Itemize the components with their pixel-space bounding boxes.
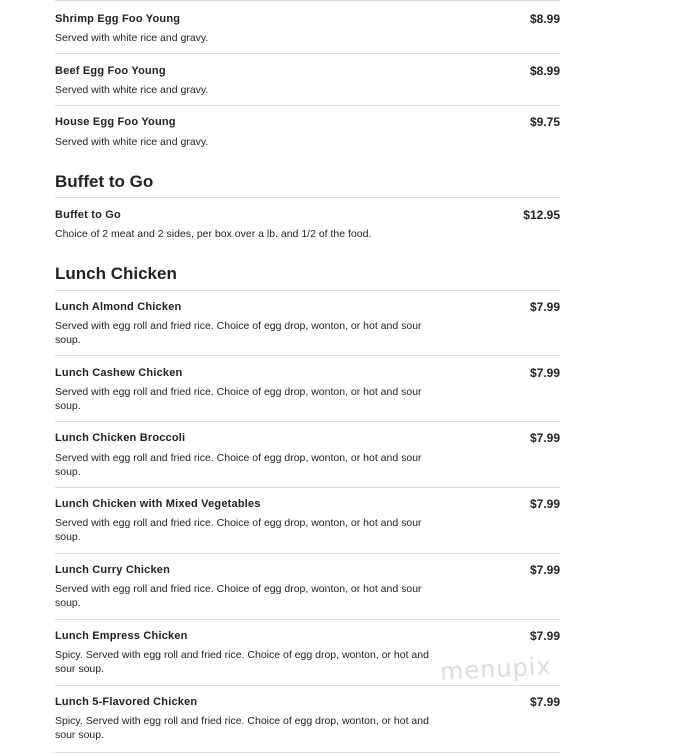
menu-item[interactable] <box>55 197 560 250</box>
item-name: Beef Egg Foo Young <box>55 65 166 77</box>
item-price: $9.75 <box>529 115 560 129</box>
menu-item[interactable] <box>55 685 560 753</box>
item-price: $7.99 <box>529 300 560 314</box>
item-description: Spicy. Served with egg roll and fried rice. Choice of egg drop, wonton, or hot and sour soup. <box>55 715 429 741</box>
section-title: Buffet to Go <box>55 172 154 191</box>
item-name: Shrimp Egg Foo Young <box>55 13 181 25</box>
item-price: $8.99 <box>529 64 560 78</box>
item-description: Served with white rice and gravy. <box>55 32 209 44</box>
item-price: $7.99 <box>529 563 560 577</box>
item-price: $7.99 <box>529 497 560 511</box>
item-name: Lunch Curry Chicken <box>55 564 171 576</box>
menu-item[interactable] <box>55 553 560 620</box>
item-name: Buffet to Go <box>55 209 121 221</box>
item-name: House Egg Foo Young <box>55 116 176 128</box>
menu-item[interactable] <box>55 105 560 158</box>
item-description: Spicy. Served with egg roll and fried rice. Choice of egg drop, wonton, or hot and sour soup. <box>55 649 429 675</box>
item-description: Served with white rice and gravy. <box>55 136 209 148</box>
item-name: Lunch Empress Chicken <box>55 630 188 642</box>
item-price: $8.99 <box>529 12 560 26</box>
item-name: Lunch Cashew Chicken <box>55 367 183 379</box>
item-description: Served with egg roll and fried rice. Choice of egg drop, wonton, or hot and sour soup. <box>55 583 422 609</box>
item-description: Served with egg roll and fried rice. Choice of egg drop, wonton, or hot and sour soup. <box>55 452 422 478</box>
item-price: $12.95 <box>523 208 560 222</box>
menu-item[interactable] <box>55 421 560 488</box>
item-name: Lunch Chicken with Mixed Vegetables <box>55 498 261 510</box>
item-description: Served with egg roll and fried rice. Choice of egg drop, wonton, or hot and sour soup. <box>55 386 422 412</box>
item-description: Served with egg roll and fried rice. Choice of egg drop, wonton, or hot and sour soup. <box>55 517 422 543</box>
item-name: Lunch Chicken Broccoli <box>55 432 186 444</box>
item-description: Choice of 2 meat and 2 sides, per box over a lb. and 1/2 of the food. <box>55 228 372 240</box>
item-price: $7.99 <box>529 695 560 709</box>
menu-item[interactable] <box>55 0 560 52</box>
menu-item[interactable] <box>55 290 560 356</box>
item-description: Served with egg roll and fried rice. Choice of egg drop, wonton, or hot and sour soup. <box>55 320 422 346</box>
watermark-logo: menupix <box>439 652 553 686</box>
item-name: Lunch Almond Chicken <box>55 301 182 313</box>
item-price: $7.99 <box>529 629 560 643</box>
item-price: $7.99 <box>529 366 560 380</box>
menu-item[interactable] <box>55 53 560 106</box>
menu-item[interactable] <box>55 487 560 554</box>
menu-item[interactable] <box>55 355 560 422</box>
item-description: Served with white rice and gravy. <box>55 84 209 96</box>
item-price: $7.99 <box>529 431 560 445</box>
section-title: Lunch Chicken <box>55 264 177 283</box>
item-name: Lunch 5-Flavored Chicken <box>55 696 198 708</box>
